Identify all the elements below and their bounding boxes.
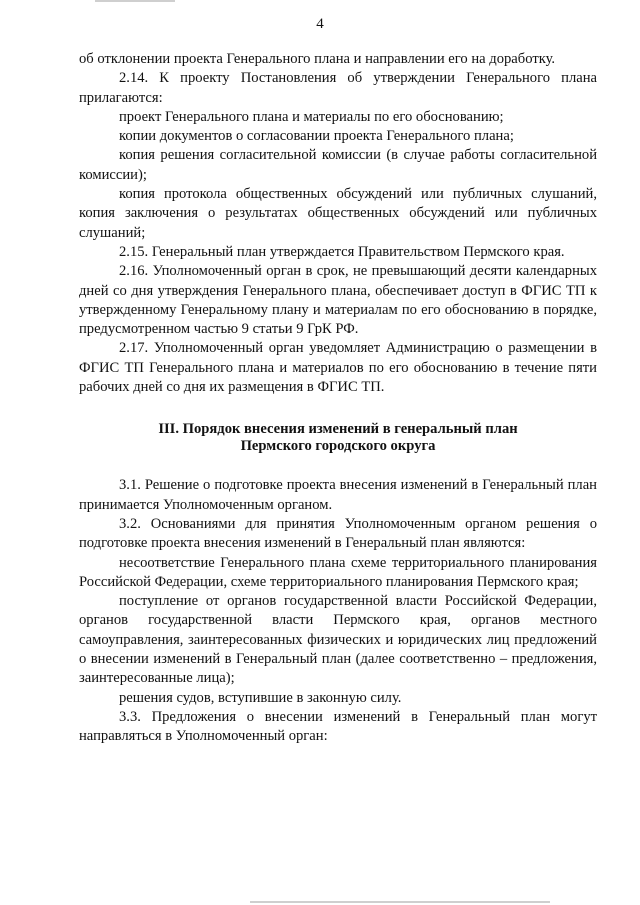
paragraph: об отклонении проекта Генерального плана и направлении его на доработку. [79, 51, 556, 67]
scan-artifact-bottom [250, 901, 550, 903]
document-body [79, 50, 597, 747]
paragraph: копия протокола общественных обсуждений или публичных слушаний, копия заключения о результатах общественных обсуждений или публичных слушаний; [79, 186, 597, 241]
paragraph: копия решения согласительной комиссии (в случае работы согласительной комиссии); [79, 147, 597, 183]
paragraph: 3.1. Решение о подготовке проекта внесения изменений в Генеральный план принимается Уполномоченным органом. [79, 477, 597, 513]
paragraph: 3.2. Основаниями для принятия Уполномоченным органом решения о подготовке проекта внесения изменений в Генеральный план являются: [79, 515, 597, 552]
paragraph: 2.16. Уполномоченный орган в срок, не превышающий десяти календарных дней со дня утверждения Генерального плана, обеспечивает доступ в ФГИС ТП к утвержденному Генеральному плану и материалам по его обоснованию в порядке, предусмотренном частью 9 статьи 9 ГрК РФ. [79, 263, 597, 338]
paragraph: 2.14. К проекту Постановления об утверждении Генерального плана прилагаются: [79, 70, 597, 106]
scan-artifact-top [95, 0, 175, 2]
section-heading-line: III. Порядок внесения изменений в генеральный план [158, 421, 518, 438]
paragraph: поступление от органов государственной власти Российской Федерации, органов государственной власти Пермского края, органов местного самоуправления, заинтересованных физических и юридических лиц предложений о внесении изменений в Генеральный план (далее соответственно – предложения, заинтересованные лица); [79, 593, 597, 687]
paragraph: копии документов о согласовании проекта Генерального плана; [119, 128, 514, 145]
paragraph: решения судов, вступившие в законную силу. [119, 689, 402, 706]
page-number: 4 [316, 16, 324, 32]
paragraph: 2.17. Уполномоченный орган уведомляет Администрацию о размещении в ФГИС ТП Генерального плана и материалов по его обоснованию в течение пяти рабочих дней со дня их размещения в ФГИС ТП. [79, 340, 597, 396]
section-heading [79, 421, 597, 455]
paragraph: 3.3. Предложения о внесении изменений в Генеральный план могут направляться в Уполномоченный орган: [79, 708, 597, 745]
paragraph: несоответствие Генерального плана схеме территориального планирования Российской Федерации, схеме территориального планирования Пермского края; [79, 554, 597, 590]
paragraph: 2.15. Генеральный план утверждается Правительством Пермского края. [119, 243, 565, 260]
paragraph: проект Генерального плана и материалы по его обоснованию; [119, 108, 504, 125]
section-heading-line: Пермского городского округа [240, 438, 436, 455]
